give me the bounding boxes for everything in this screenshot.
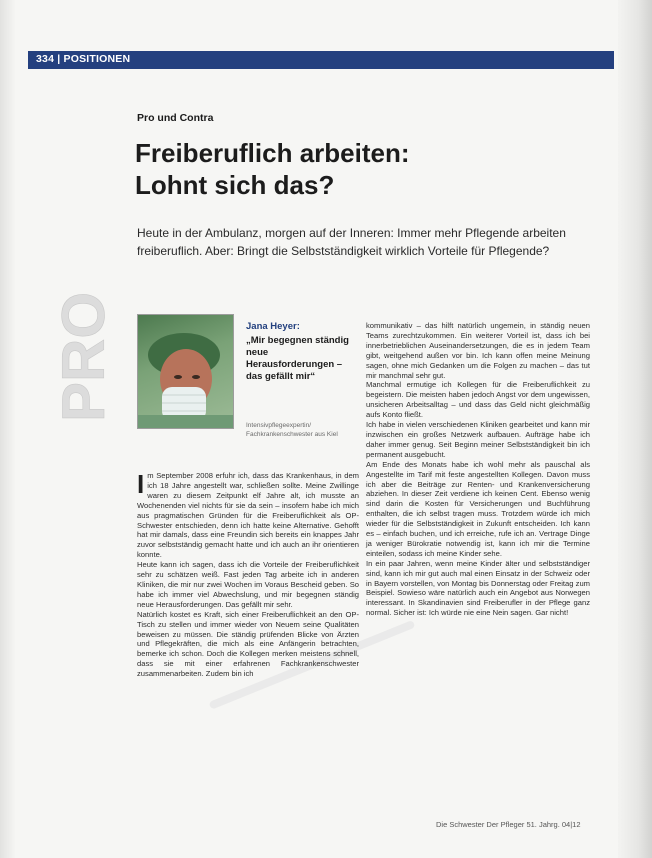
nurse-portrait-image [138, 315, 233, 428]
body-paragraph [137, 471, 359, 560]
page-gutter-shadow [0, 0, 16, 858]
body-column-left [137, 471, 359, 679]
title-line-1: Freiberuflich arbeiten: [135, 138, 410, 168]
drop-cap: I [137, 469, 145, 499]
body-paragraph: Manchmal ermutige ich Kollegen für die Freiberuflichkeit zu begeistern. Die meisten haben jedoch Angst vor dem ungewissen, unsicheren Arbeitsalltag – und dass das Geld nicht gleichmäßig aufs Konto fließt. [366, 380, 590, 420]
body-paragraph: kommunikativ – das hilft natürlich ungemein, in ständig neuen Teams zurechtzukommen. Ein weiterer Vorteil ist, dass ich bei innerbetrieblichen Auseinandersetzungen, die es in jedem Team gibt, weitgehend außen vor bin. Ich kann offen meine Meinung sagen, ohne mich Gedanken um die Folgen zu machen – das tut mir manchmal sehr gut. [366, 321, 590, 380]
author-caption: Intensivpflegeexpertin/ Fachkrankenschwester aus Kiel [246, 422, 338, 438]
pro-label-text: PRO [50, 291, 117, 422]
pull-quote: „Mir begegnen ständig neue Herausforderungen – das gefällt mir“ [246, 335, 349, 382]
page-number: 334 [36, 53, 55, 65]
section-header [36, 53, 130, 65]
author-name: Jana Heyer: [246, 321, 300, 332]
article-title [135, 137, 410, 201]
portrait-photo [137, 314, 234, 429]
body-paragraph: In ein paar Jahren, wenn meine Kinder älter und selbstständiger sind, kann ich mir gut auch mal einen Einsatz in der Schweiz oder in Bayern vorstellen, von Montag bis Donnerstag oder Freitag zum Beispiel. Sowieso wäre natürlich auch ein Angebot aus Norwegen interessant. In Skandinavien sind Freiberufler in der Pflege ganz normal. Sicher ist: Ich würde nie eine Nein sagen. Gar nicht! [366, 558, 590, 618]
body-column-right [366, 321, 590, 618]
article-intro: Heute in der Ambulanz, morgen auf der Inneren: Immer mehr Pflegende arbeiten freiberuflich. Aber: Bringt die Selbstständigkeit wirklich Vorteile für Pflegende? [137, 226, 566, 258]
header-separator: | [57, 53, 61, 65]
title-line-2: Lohnt sich das? [135, 170, 335, 200]
body-text: m September 2008 erfuhr ich, dass das Krankenhaus, in dem ich 18 Jahre angestellt war, schließen sollte. Meine Zwillinge waren zu diesem Zeitpunkt elf Jahre alt, ich musste an Wochenenden viel nichts für sie da sein – insofern habe ich mich aus pragmatischen Gründen für die Freiberuflichkeit als OP-Schwester entschieden, denn ich hatte keine Alternative. Gehofft hat mir damals, dass eine Freundin sich bereits ein knappes Jahr zuvor selbstständig gemacht hatte und ich auch an ihr orientieren konnte. [137, 471, 359, 560]
body-paragraph: Ich habe in vielen verschiedenen Kliniken gearbeitet und kann mir inzwischen ein großes Netzwerk aufbauen. Aufträge habe ich daher immer genug. Seit Beginn meiner Selbstständigkeit bin ich permanent ausgebucht. [366, 420, 590, 459]
article-kicker: Pro und Contra [137, 112, 214, 124]
body-paragraph: Natürlich kostet es Kraft, sich einer Freiberuflichkeit an den OP-Tisch zu stellen und immer wieder von Neuem seine Qualitäten beweisen zu müssen. Die ständig prüfenden Blicke von Ärzten und Pflegekräften, die mich als eine Anfängerin betrachten, bemerke ich schon. Doch die Kollegen merken meistens schnell, dass sie mit einer erfahrenen Fachkrankenschwester zusammenarbeiten. Zudem bin ich [137, 609, 359, 679]
facing-page-edge [618, 0, 652, 858]
pro-vertical-label [50, 291, 117, 423]
body-paragraph: Heute kann ich sagen, dass ich die Vorteile der Freiberuflichkeit sehr zu schätzen weiß. Fast jeden Tag arbeite ich in anderen Kliniken, die mir nur zwei Wochen im Voraus Bescheid geben. So habe ich immer viel Abwechslung, und mir begegnen ständig neue Herausforderungen. Das gefällt mir sehr. [137, 560, 359, 609]
section-name: POSITIONEN [63, 53, 131, 65]
page-footer: Die Schwester Der Pfleger 51. Jahrg. 04|12 [436, 820, 581, 829]
body-paragraph: Am Ende des Monats habe ich wohl mehr als pauschal als Angestellte im Tarif mit feste angestellten Kollegen. Davon muss ich aber die Beiträge zur Renten- und Krankenversicherung abziehen. In dieser Zeit verdiene ich keinen Cent. Ebenso wenig sind darin die Kosten für Versicherungen und Buchführung enthalten, die ich selbst tragen muss. Trotzdem würde ich mich wieder für die Selbstständigkeit in Zukunft entscheiden. Ich kann es – einfach buchen, und ich erreiche, rufe ich an. Vertrage Dinge ja weniger Bürokratie notwendig ist, kann ich mir die Termine einteilen, sodass ich meine Kinder sehe. [366, 459, 590, 558]
